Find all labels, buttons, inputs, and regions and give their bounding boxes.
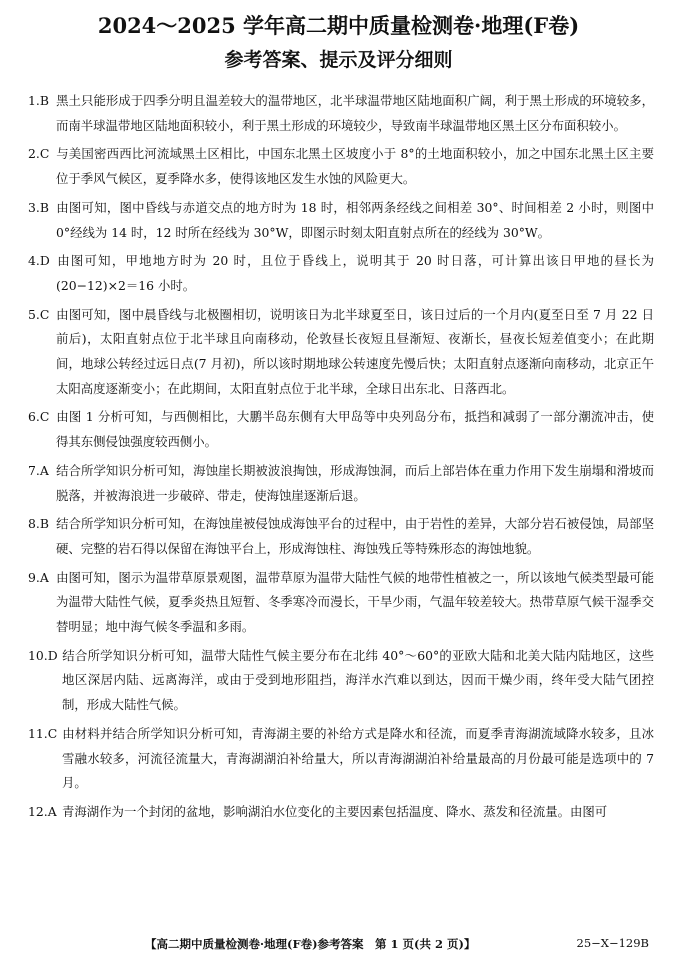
page-subtitle: 参考答案、提示及评分细则: [224, 49, 453, 71]
answer-number: 10.D: [28, 647, 58, 663]
answer-item-5: [28, 303, 654, 402]
footer-page-info: 【高二期中质量检测卷·地理(F卷)参考答案 第 1 页(共 2 页)】: [145, 937, 476, 951]
answer-text: 由图可知，图示为温带草原景观图，温带草原为温带大陆性气候的地带性植被之一，所以该地气候类型最可能为温带大陆性气候，夏季炎热且短暂、冬季寒冷而漫长，干旱少雨，气温年较差较大。热带草原气候干湿季交替明显；地中海气候冬季温和多雨。: [56, 569, 654, 635]
footer-document-code: 25−X−129B: [576, 936, 649, 950]
answer-number: 11.C: [28, 725, 58, 741]
answer-item-3: [28, 196, 654, 245]
answer-number: 12.A: [28, 803, 57, 819]
answer-text: 由材料并结合所学知识分析可知，青海湖主要的补给方式是降水和径流，而夏季青海湖流域降水较多，且冰雪融水较多，河流径流量大，青海湖湖泊补给量大，所以青海湖湖泊补给量最高的月份最可能是选项中的 7 月。: [62, 725, 654, 791]
answer-item-2: [28, 142, 654, 191]
answer-number: 9.A: [28, 569, 49, 585]
page-title: 2024～2025 学年高二期中质量检测卷·地理(F卷): [97, 13, 580, 38]
page-footer: [0, 936, 677, 956]
answer-text: 结合所学知识分析可知，海蚀崖长期被波浪掏蚀，形成海蚀洞，而后上部岩体在重力作用下发生崩塌和滑坡而脱落，并被海浪进一步破碎、带走，使海蚀崖逐渐后退。: [56, 462, 654, 503]
answer-number: 8.B: [28, 516, 49, 532]
answer-item-4: [28, 249, 654, 298]
answer-text: 黑土只能形成于四季分明且温差较大的温带地区，北半球温带地区陆地面积广阔，利于黑土形成的环境较多，而南半球温带地区陆地面积较小，利于黑土形成的环境较少，导致南半球温带地区黑土区分布面积较小。: [56, 93, 654, 133]
answer-text: 结合所学知识分析可知，温带大陆性气候主要分布在北纬 40°～60°的亚欧大陆和北美大陆内陆地区，这些地区深居内陆、远离海洋，或由于受到地形阻挡，海洋水汽难以到达，因而干燥少雨，终年受大陆气团控制，形成大陆性气候。: [62, 647, 654, 713]
answer-item-7: [28, 459, 654, 508]
answer-text: 由图可知，甲地地方时为 20 时，且位于昏线上，说明其于 20 时日落，可计算出该日甲地的昼长为(20−12)×2＝16 小时。: [56, 253, 654, 293]
answer-item-6: [28, 405, 654, 454]
answer-item-9: [28, 566, 654, 640]
answer-text: 由图 1 分析可知，与西侧相比，大鹏半岛东侧有大甲岛等中央列岛分布，抵挡和减弱了一部分潮流冲击，使得其东侧侵蚀强度较西侧小。: [56, 409, 654, 450]
answer-list: [28, 89, 654, 829]
answer-item-11: [28, 722, 654, 796]
answer-number: 7.A: [28, 462, 49, 478]
answer-item-10: [28, 644, 654, 718]
answer-number: 6.C: [28, 409, 50, 425]
answer-number: 3.B: [28, 199, 49, 215]
answer-text: 由图可知，图中昏线与赤道交点的地方时为 18 时，相邻两条经线之间相差 30°、时间相差 2 小时，则图中 0°经线为 14 时，12 时所在经线为 30°W，即图示时刻太阳直射点所在的经线为 30°W。: [56, 199, 654, 240]
answer-number: 1.B: [28, 93, 49, 108]
answer-text: 由图可知，图中晨昏线与北极圈相切，说明该日为北半球夏至日，该日过后的一个月内(夏至日至 7 月 22 日前后)，太阳直射点位于北半球且向南移动，伦敦昼长夜短且昼渐短、夜渐长，昼夜长短差值变小；在此期间，地球公转经过远日点(7 月初)，所以该时期地球公转速度先慢后快；太阳直射点逐渐向南移动，北京正午太阳高度逐渐变小；在此期间，太阳直射点位于北半球，全球日出东北、日落西北。: [56, 306, 654, 396]
answer-text: 青海湖作为一个封闭的盆地，影响湖泊水位变化的主要因素包括温度、降水、蒸发和径流量。由图可: [62, 803, 608, 819]
answer-number: 4.D: [28, 253, 50, 269]
answer-item-1: [28, 89, 654, 138]
answer-text: 与美国密西西比河流域黑土区相比，中国东北黑土区坡度小于 8°的土地面积较小，加之中国东北黑土区主要位于季风气候区，夏季降水多，使得该地区发生水蚀的风险更大。: [56, 146, 654, 187]
answer-number: 5.C: [28, 306, 50, 322]
answer-item-12: [28, 800, 654, 825]
answer-item-8: [28, 512, 654, 561]
answer-number: 2.C: [28, 146, 50, 162]
answer-text: 结合所学知识分析可知，在海蚀崖被侵蚀成海蚀平台的过程中，由于岩性的差异，大部分岩石被侵蚀，局部坚硬、完整的岩石得以保留在海蚀平台上，形成海蚀柱、海蚀残丘等特殊形态的海蚀地貌。: [56, 516, 654, 556]
